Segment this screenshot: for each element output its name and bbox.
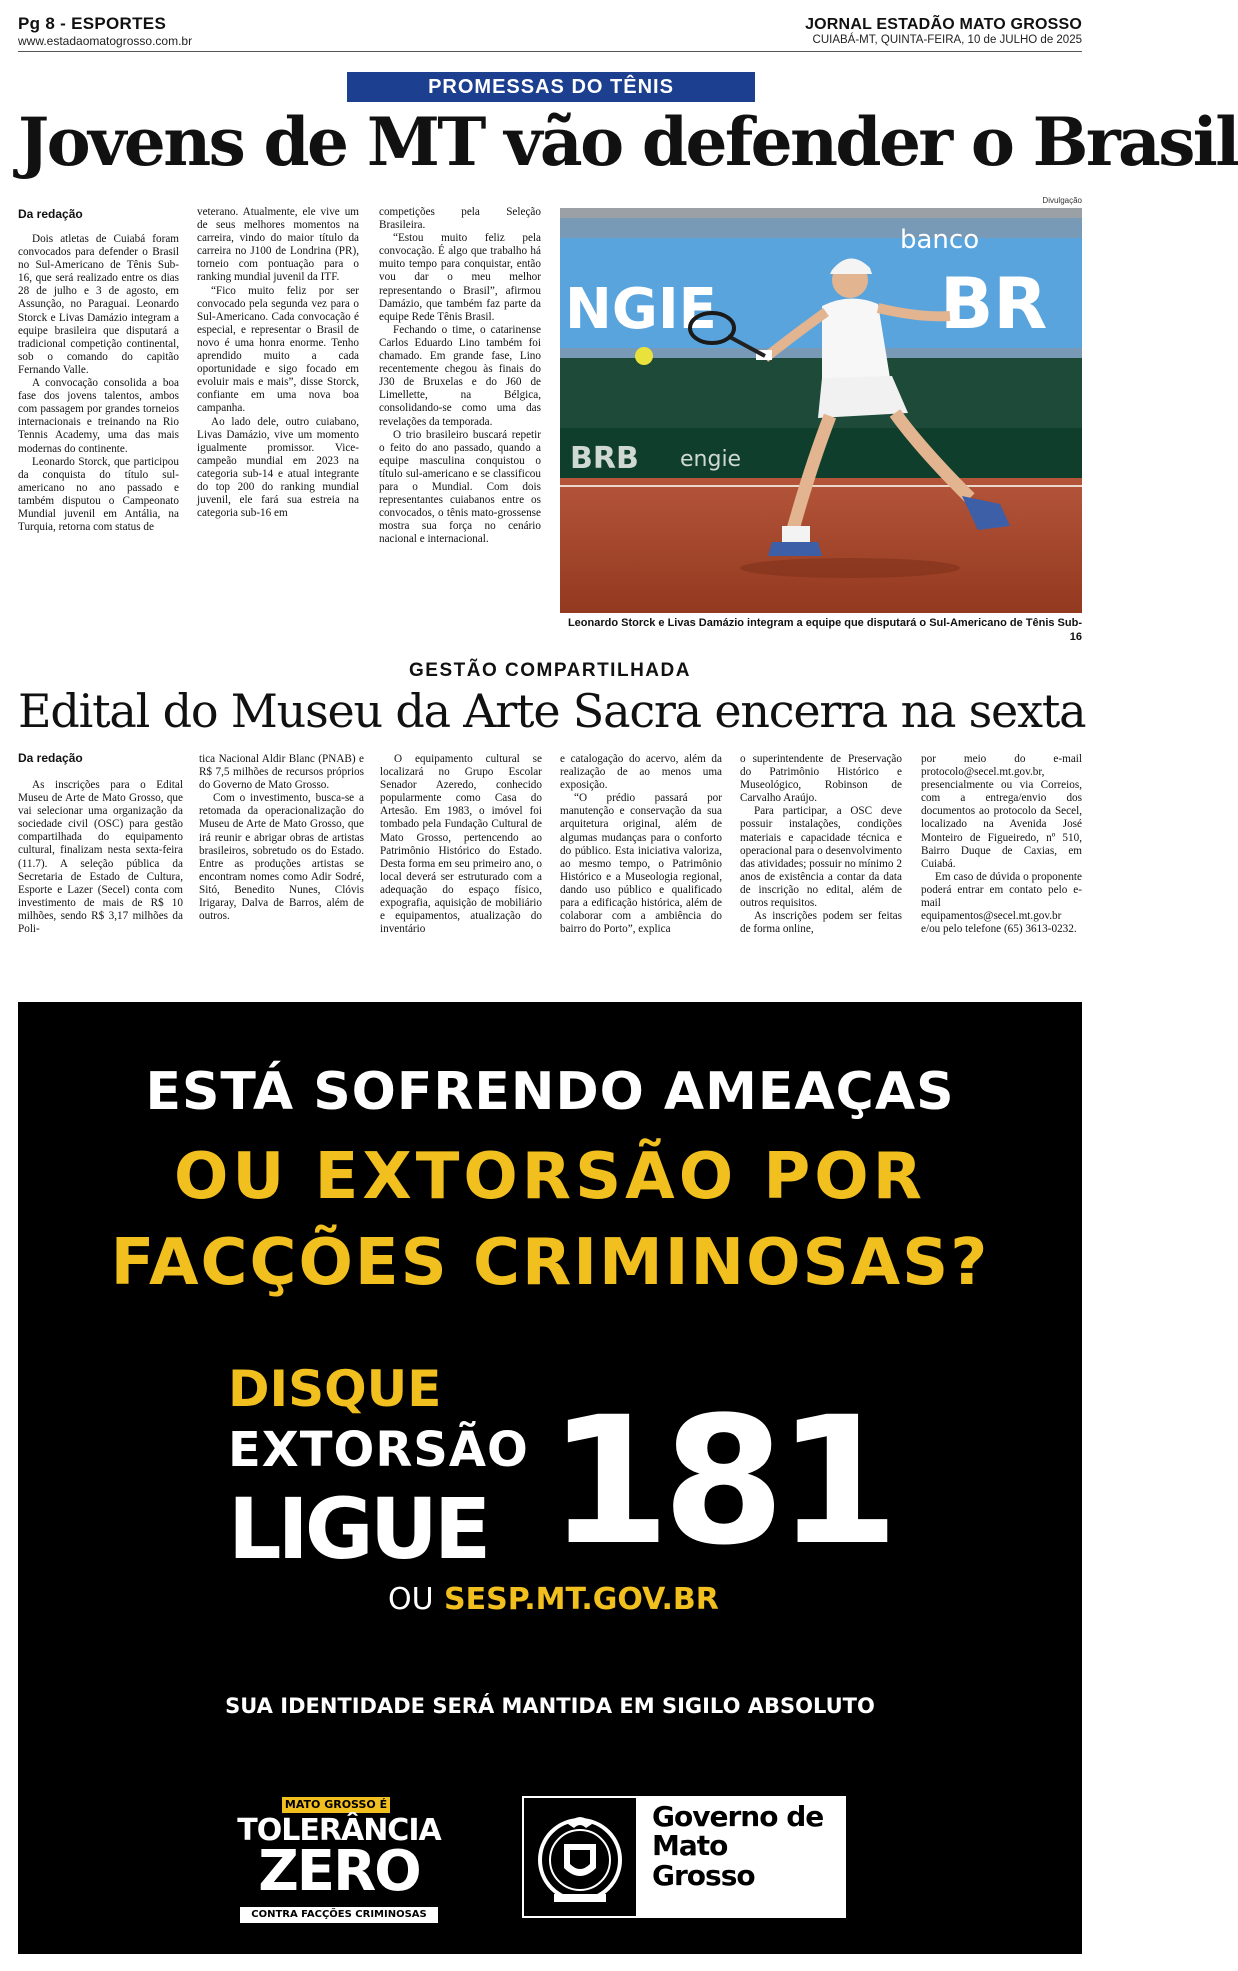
ad-line-2: OU EXTORSÃO POR <box>174 1140 926 1214</box>
tolerancia-zero-badge <box>234 1797 444 1927</box>
paragraph: Com o investimento, busca-se a retomada da operacionalização do Museu de Arte de Mato Grosso, que irá reunir e abrigar obras de artistas brasileiros, sobretudo os do Estado. Entre as produções artistas se encontram nomes como Adir Sodré, Sitó, Benedito Nunes, Clóvis Irigaray, Dalva de Barros, além de outros. <box>199 792 364 923</box>
badge-top: MATO GROSSO É <box>282 1797 390 1813</box>
ad-line-1: ESTÁ SOFRENDO AMEAÇAS <box>145 1062 955 1122</box>
page-section: Pg 8 - ESPORTES <box>18 14 167 33</box>
paragraph: Fechando o time, o catarinense Carlos Eduardo Lino também foi chamado. Em grande fase, Lino recentemente chegou às finais do J30 de Bruxelas e do J60 de Limellette, na Bélgica, consolidando-se como uma das revelações da temporada. <box>379 323 541 428</box>
paragraph: As inscrições podem ser feitas de forma online, <box>740 910 902 936</box>
governo-logo <box>522 1796 846 1918</box>
article1-column-2 <box>197 206 359 520</box>
article1-byline: Da redação <box>18 207 83 221</box>
website-link[interactable]: www.estadaomatogrosso.com.br <box>18 34 193 48</box>
paragraph: A convocação consolida a boa fase dos jovens talentos, ambos com passagem por grandes torneios internacionais e treinando na Rio Tennis Academy, uma das mais modernas do continente. <box>18 377 179 455</box>
ad-disque: DISQUE <box>228 1360 442 1418</box>
ad-line-3: FACÇÕES CRIMINOSAS? <box>110 1226 990 1300</box>
paragraph: o superintendente de Preservação do Patrimônio Histórico e Museológico, Robinson de Carvalho Araújo. <box>740 753 902 805</box>
ad-ligue: LIGUE <box>228 1480 488 1578</box>
paragraph: Leonardo Storck, que participou da conquista do título sul-americano no ano passado e também disputou o Campeonato Mundial juvenil em Antália, na Turquia, retorna com status de <box>18 455 179 534</box>
ad-site-line <box>388 1582 719 1617</box>
dateline: CUIABÁ-MT, QUINTA-FEIRA, 10 de JULHO de 2025 <box>812 34 1082 46</box>
header-divider <box>18 51 1082 52</box>
article2-kicker: GESTÃO COMPARTILHADA <box>409 660 691 681</box>
badge-tolerancia: TOLERÂNCIA <box>237 1813 441 1848</box>
public-service-ad <box>18 1002 1082 1954</box>
governo-line-1: Governo de <box>652 1800 824 1833</box>
article2-column-1 <box>18 779 183 936</box>
article2-column-3 <box>380 753 542 936</box>
paragraph: e catalogação do acervo, além da realização de ao menos uma exposição. <box>560 753 722 792</box>
paragraph: veterano. Atualmente, ele vive um de seus melhores momentos na carreira, vindo do maior título da carreira no J100 de Londrina (PR), torneio com pontuação para o ranking mundial juvenil da ITF. <box>197 206 359 284</box>
article1-column-1 <box>18 233 179 534</box>
article2-column-5 <box>740 753 902 936</box>
paragraph: “Fico muito feliz por ser convocado pela segunda vez para o Sul-Americano. Cada convocação é especial, e representar o Brasil de novo é uma honra enorme. Tenho aprendido muito a cada oportunidade e sigo focado em evoluir mais e mais”, disse Storck, confiante em uma nova boa campanha. <box>197 284 359 415</box>
banner-text-br: BR <box>940 263 1048 345</box>
paragraph: As inscrições para o Edital Museu de Arte de Mato Grosso, que vai selecionar uma organização da sociedade civil (OSC) para gestão compartilhada do equipamento cultural, finalizam nesta sexta-feira (11.7). A seleção pública da Secretaria de Estado de Cultura, Esporte e Lazer (Secel) conta com investimento de mais de R$ 10 milhões, sendo R$ 3,17 milhões da Poli- <box>18 779 183 936</box>
ad-sigilo: SUA IDENTIDADE SERÁ MANTIDA EM SIGILO ABSOLUTO <box>225 1694 875 1718</box>
paragraph: Dois atletas de Cuiabá foram convocados para defender o Brasil no Sul-Americano de Tênis Sub-16, que será realizado entre os dias 28 de julho e 3 de agosto, em Assunção, no Paraguai. Leonardo Storck e Livas Damázio integram a equipe brasileira que disputará a tradicional competição continental, sob o comando do capitão Fernando Valle. <box>18 233 179 376</box>
paragraph: O equipamento cultural se localizará no Grupo Escolar Senador Azeredo, conhecido popularmente como Casa do Artesão. Em 1983, o imóvel foi tombado pela Fundação Cultural de Mato Grosso, pertencendo ao Patrimônio Histórico do Estado. Desta forma em seu primeiro ano, o local deverá ser estruturado com a adequação do espaço físico, expografia, aquisição de mobiliário e equipamentos, atualização do inventário <box>380 753 542 936</box>
article1-column-3 <box>379 206 541 546</box>
article2-column-6 <box>921 753 1082 936</box>
article2-byline: Da redação <box>18 751 83 765</box>
newspaper-name: JORNAL ESTADÃO MATO GROSSO <box>805 16 1082 33</box>
paragraph: “O prédio passará por manutenção e conservação da sua arquitetura original, além de algumas mudanças para o conforto do público. Esta iniciativa valoriza, ao mesmo tempo, o Patrimônio Histórico e a Museologia regional, dando uso público e qualificado para a edificação histórica, além de colaborar com a ambiência do bairro do Porto”, explica <box>560 792 722 936</box>
paragraph: competições pela Seleção Brasileira. <box>379 206 541 232</box>
paragraph: “Estou muito feliz pela convocação. É algo que trabalho há muito tempo para conquistar, então vou dar o meu melhor representando o Brasil”, afirmou Damázio, que também faz parte da equipe Rede Tênis Brasil. <box>379 232 541 323</box>
article2-column-2 <box>199 753 364 923</box>
ad-extorsao: EXTORSÃO <box>228 1422 529 1478</box>
paragraph: O trio brasileiro buscará repetir o feito do ano passado, quando a equipe masculina conquistou o título sul-americano e se classificou para o Mundial. Com dois representantes cuiabanos entre os convocados, o tênis mato-grossense mostra sua força no cenário nacional e internacional. <box>379 428 541 546</box>
governo-line-3: Grosso <box>652 1858 755 1892</box>
paragraph: Para participar, a OSC deve possuir instalações, condições materiais e capacidade técnica e operacional para o desenvolvimento das atividades; possuir no mínimo 2 anos de existência a contar da data de inscrição no edital, além de outros requisitos. <box>740 805 902 910</box>
governo-text <box>652 1802 823 1890</box>
banner-text-engie: NGIE <box>565 277 717 342</box>
photo-caption: Leonardo Storck e Livas Damázio integram a equipe que disputará o Sul-Americano de Tênis Sub-16 <box>567 617 1082 644</box>
banner-text-banco: banco <box>900 225 980 255</box>
article2-column-4 <box>560 753 722 936</box>
paragraph: tica Nacional Aldir Blanc (PNAB) e R$ 7,5 milhões de recursos próprios do Governo de Mato Grosso. <box>199 753 364 792</box>
ad-number-181: 181 <box>548 1379 892 1584</box>
photo-credit: Divulgação <box>1042 196 1082 205</box>
coat-of-arms-icon <box>524 1798 636 1916</box>
ad-site[interactable]: SESP.MT.GOV.BR <box>444 1582 719 1617</box>
article1-kicker: PROMESSAS DO TÊNIS <box>347 72 755 102</box>
paragraph: Em caso de dúvida o proponente poderá entrar em contato pelo e-mail equipamentos@secel.mt.gov.br e/ou pelo telefone (65) 3613-0232. <box>921 870 1082 936</box>
paragraph: por meio do e-mail protocolo@secel.mt.gov.br, presencialmente ou via Correios, com a entrega/envio dos documentos ao protocolo da Secel, localizado na Avenida José Monteiro de Figueiredo, nº 510, Bairro Duque de Caxias, em Cuiabá. <box>921 753 1082 870</box>
tennis-photo <box>560 208 1082 613</box>
ad-board-engie: engie <box>680 447 742 472</box>
ad-ou: OU <box>388 1582 434 1617</box>
article1-headline: Jovens de MT vão defender o Brasil <box>18 103 1238 181</box>
badge-contra: CONTRA FACÇÕES CRIMINOSAS <box>240 1907 438 1923</box>
ad-board-brb: BRB <box>570 441 639 476</box>
paragraph: Ao lado dele, outro cuiabano, Livas Damázio, vive um momento igualmente promissor. Vice-campeão mundial em 2023 na categoria sub-14 e atual integrante do top 200 do ranking mundial juvenil, ele fará sua estreia na categoria sub-16 em <box>197 415 359 520</box>
governo-line-2: Mato <box>652 1829 728 1863</box>
article2-headline: Edital do Museu da Arte Sacra encerra na sexta <box>18 684 1086 738</box>
badge-zero: ZERO <box>258 1839 420 1904</box>
tennis-player-illustration <box>560 208 1082 613</box>
